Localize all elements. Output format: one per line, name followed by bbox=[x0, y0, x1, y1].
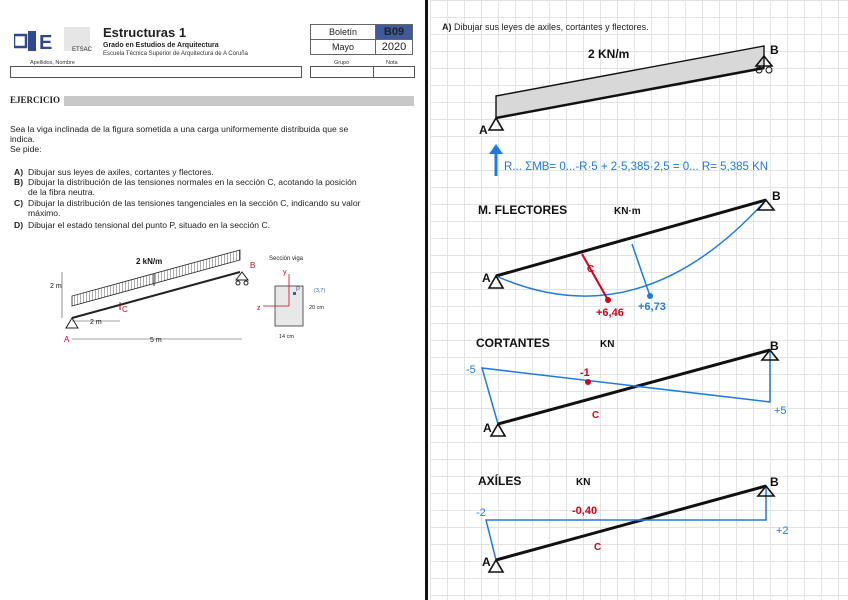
statement-line-3: Se pide: bbox=[10, 144, 42, 154]
load-block bbox=[496, 46, 764, 118]
course-title: Estructuras 1 bbox=[103, 25, 187, 40]
axis-y-label: y bbox=[283, 269, 287, 276]
logo-letter: E bbox=[39, 32, 53, 54]
exercise-heading: EJERCICIO bbox=[10, 95, 61, 105]
statement-line-1: Sea la viga inclinada de la figura sometida a una carga uniformemente distribuida que se bbox=[10, 124, 349, 134]
shear-value-c: -1 bbox=[580, 367, 590, 379]
boletin-label: Boletín bbox=[311, 25, 376, 40]
moments-value-c: +6,46 bbox=[596, 307, 624, 319]
width-dim: 14 cm bbox=[279, 334, 294, 340]
axial-beam bbox=[496, 486, 766, 560]
task-b-cont: de la fibra neutra. bbox=[28, 187, 95, 197]
reaction-equation: R... ΣMB= 0...-R·5 + 2·5,385·2,5 = 0... R= 5,385 KN bbox=[504, 161, 769, 173]
boletin-code: B09 bbox=[376, 25, 413, 40]
axis-z-label: z bbox=[257, 305, 261, 312]
degree-name: Grado en Estudios de Arquitectura bbox=[103, 42, 219, 49]
axial-value-c: -0,40 bbox=[572, 505, 598, 517]
shear-beam bbox=[498, 350, 770, 424]
moments-value-max: +6,73 bbox=[638, 301, 666, 313]
c-dist-label: 2 m bbox=[90, 319, 102, 326]
year-cell: 2020 bbox=[376, 40, 413, 55]
axial-point-b: B bbox=[770, 475, 779, 489]
support-a-icon bbox=[489, 118, 503, 130]
p-coords: (3,7) bbox=[314, 288, 326, 294]
point-b-label: B bbox=[250, 261, 256, 270]
solution-title: A) Dibujar sus leyes de axiles, cortantes y flectores. bbox=[442, 22, 649, 32]
group-label: Grupo bbox=[334, 60, 350, 66]
moments-point-b: B bbox=[772, 189, 781, 203]
axial-point-a: A bbox=[482, 555, 491, 569]
shear-point-c: C bbox=[592, 410, 600, 421]
load-label: 2 kN/m bbox=[136, 257, 163, 266]
point-c-label: C bbox=[122, 305, 128, 314]
moments-title: M. FLECTORES bbox=[478, 203, 568, 217]
axial-point-c: C bbox=[594, 542, 602, 553]
logo-sub: ETSAC bbox=[72, 47, 93, 53]
sol-point-a: A bbox=[479, 123, 488, 137]
height-dim: 20 cm bbox=[309, 305, 324, 311]
moments-unit: KN·m bbox=[614, 206, 641, 217]
task-c: C) Dibujar la distribución de las tensiones tangenciales en la sección C, indicando su valor bbox=[14, 198, 361, 208]
height-dim-label: 2 m bbox=[50, 283, 62, 290]
section-title: Sección viga bbox=[269, 256, 304, 262]
shear-point-b: B bbox=[770, 339, 779, 353]
statement-line-2: indica. bbox=[10, 134, 35, 144]
solution-load-label: 2 KN/m bbox=[588, 47, 630, 61]
grade-label: Nota bbox=[386, 60, 398, 66]
point-a-label: A bbox=[64, 335, 70, 344]
axial-value-right: +2 bbox=[776, 525, 789, 537]
shear-title: CORTANTES bbox=[476, 336, 550, 350]
span-label: 5 m bbox=[150, 337, 162, 344]
task-a: A) Dibujar sus leyes de axiles, cortantes y flectores. bbox=[14, 167, 214, 177]
moments-point-c: C bbox=[587, 264, 595, 275]
shear-unit: KN bbox=[600, 339, 615, 350]
moments-point-a: A bbox=[482, 271, 491, 285]
name-label: Apellidos, Nombre bbox=[30, 60, 75, 66]
month-cell: Mayo bbox=[311, 40, 376, 55]
sol-point-b: B bbox=[770, 43, 779, 57]
axial-unit: KN bbox=[576, 477, 591, 488]
shear-value-left: -5 bbox=[466, 364, 476, 376]
task-d: D) Dibujar el estado tensional del punto P, situado en la sección C. bbox=[14, 220, 271, 230]
shear-point-a: A bbox=[483, 421, 492, 435]
school-name: Escuela Técnica Superior de Arquitectura de A Coruña bbox=[103, 51, 248, 57]
point-p-label: P bbox=[296, 287, 301, 293]
task-b: B) Dibujar la distribución de las tensiones normales en la sección C, acotando la posición bbox=[14, 177, 357, 187]
shear-value-right: +5 bbox=[774, 405, 787, 417]
task-c-cont: máximo. bbox=[28, 208, 61, 218]
axial-value-left: -2 bbox=[476, 507, 486, 519]
axial-title: AXÍLES bbox=[478, 474, 522, 488]
